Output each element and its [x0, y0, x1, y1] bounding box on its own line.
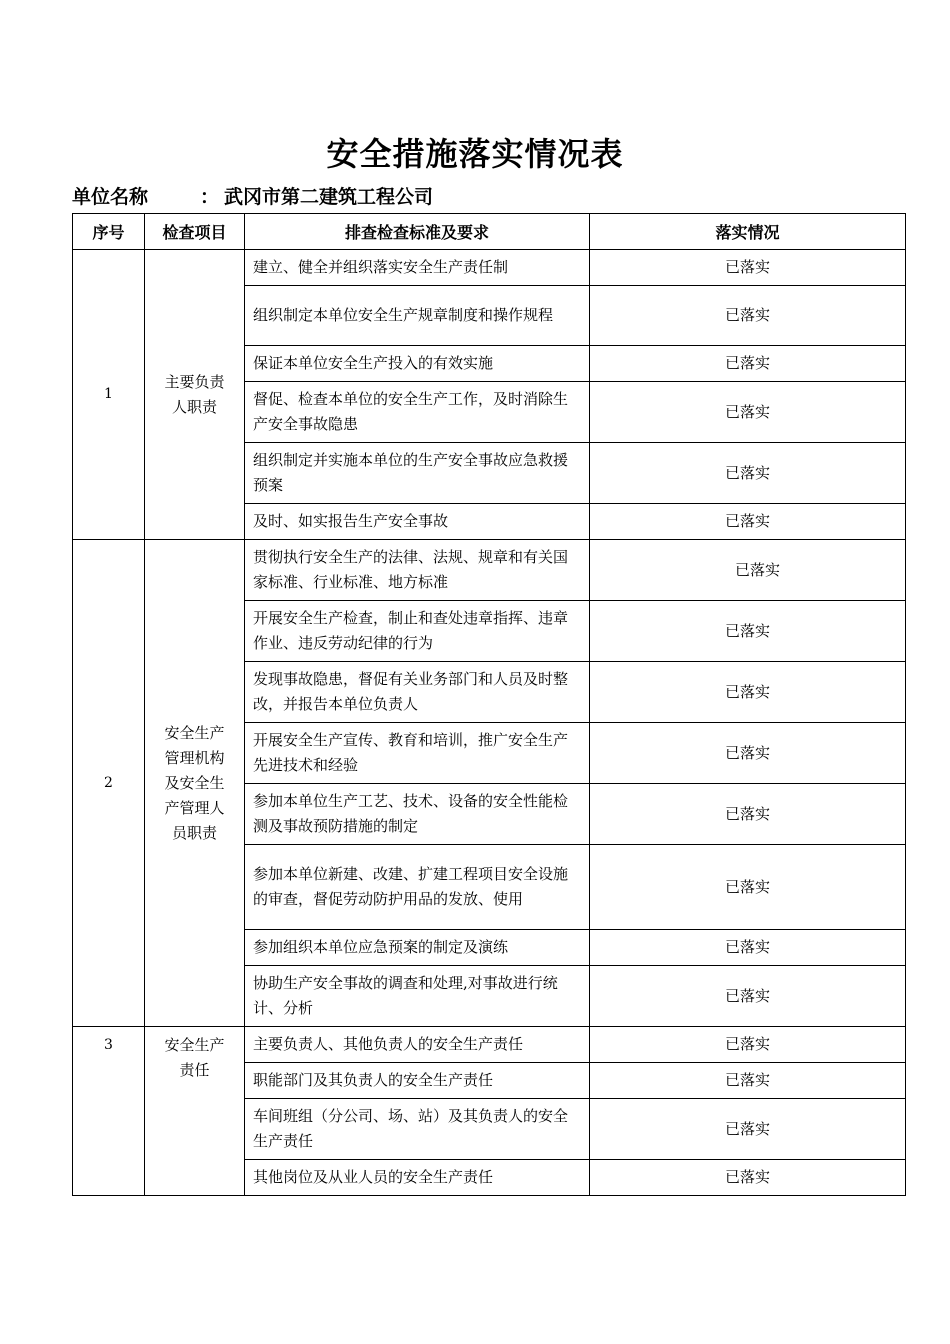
status-cell: 已落实 [590, 1099, 906, 1160]
status-cell: 已落实 [590, 346, 906, 382]
status-cell: 已落实 [590, 443, 906, 504]
header-status: 落实情况 [590, 214, 906, 250]
requirement-cell: 组织制定本单位安全生产规章制度和操作规程 [245, 286, 590, 346]
group-seq: 1 [73, 250, 145, 540]
requirement-cell: 参加组织本单位应急预案的制定及演练 [245, 930, 590, 966]
unit-name-value: 武冈市第二建筑工程公司 [224, 186, 434, 208]
group-category: 安全生产管理机构及安全生产管理人员职责 [145, 540, 245, 1027]
status-cell: 已落实 [590, 966, 906, 1027]
table-row [73, 1027, 906, 1063]
group-seq: 3 [73, 1027, 145, 1196]
status-cell: 已落实 [590, 845, 906, 930]
requirement-cell: 组织制定并实施本单位的生产安全事故应急救援预案 [245, 443, 590, 504]
table-header-row [73, 214, 906, 250]
requirement-cell: 发现事故隐患，督促有关业务部门和人员及时整改，并报告本单位负责人 [245, 662, 590, 723]
table-row [73, 250, 906, 286]
unit-name-colon: ： [200, 186, 220, 208]
status-cell: 已落实 [590, 504, 906, 540]
requirement-cell: 参加本单位生产工艺、技术、设备的安全性能检测及事故预防措施的制定 [245, 784, 590, 845]
requirement-cell: 贯彻执行安全生产的法律、法规、规章和有关国家标准、行业标准、地方标准 [245, 540, 590, 601]
status-cell: 已落实 [590, 286, 906, 346]
status-cell: 已落实 [590, 1027, 906, 1063]
requirement-cell: 建立、健全并组织落实安全生产责任制 [245, 250, 590, 286]
status-cell: 已落实 [590, 1160, 906, 1196]
status-cell: 已落实 [590, 784, 906, 845]
header-item: 检查项目 [145, 214, 245, 250]
table-row [73, 540, 906, 601]
header-requirement: 排查检查标准及要求 [245, 214, 590, 250]
requirement-cell: 协助生产安全事故的调查和处理,对事故进行统计、分析 [245, 966, 590, 1027]
requirement-cell: 开展安全生产宣传、教育和培训，推广安全生产先进技术和经验 [245, 723, 590, 784]
requirement-cell: 其他岗位及从业人员的安全生产责任 [245, 1160, 590, 1196]
status-cell: 已落实 [590, 1063, 906, 1099]
requirement-cell: 车间班组（分公司、场、站）及其负责人的安全生产责任 [245, 1099, 590, 1160]
status-cell: 已落实 [590, 601, 906, 662]
requirement-cell: 主要负责人、其他负责人的安全生产责任 [245, 1027, 590, 1063]
requirement-cell: 督促、检查本单位的安全生产工作，及时消除生产安全事故隐患 [245, 382, 590, 443]
status-cell: 已落实 [590, 540, 906, 601]
status-cell: 已落实 [590, 930, 906, 966]
requirement-cell: 保证本单位安全生产投入的有效实施 [245, 346, 590, 382]
status-cell: 已落实 [590, 662, 906, 723]
requirement-cell: 参加本单位新建、改建、扩建工程项目安全设施的审查，督促劳动防护用品的发放、使用 [245, 845, 590, 930]
unit-name-label: 单位名称 [72, 186, 149, 208]
requirement-cell: 开展安全生产检查，制止和查处违章指挥、违章作业、违反劳动纪律的行为 [245, 601, 590, 662]
group-category: 安全生产责任 [145, 1027, 245, 1196]
status-cell: 已落实 [590, 723, 906, 784]
status-cell: 已落实 [590, 382, 906, 443]
unit-name-line [72, 183, 433, 211]
requirement-cell: 职能部门及其负责人的安全生产责任 [245, 1063, 590, 1099]
requirement-cell: 及时、如实报告生产安全事故 [245, 504, 590, 540]
safety-measures-table [72, 213, 906, 1196]
header-seq: 序号 [73, 214, 145, 250]
status-cell: 已落实 [590, 250, 906, 286]
page-title: 安全措施落实情况表 [326, 135, 624, 173]
group-seq: 2 [73, 540, 145, 1027]
group-category: 主要负责人职责 [145, 250, 245, 540]
